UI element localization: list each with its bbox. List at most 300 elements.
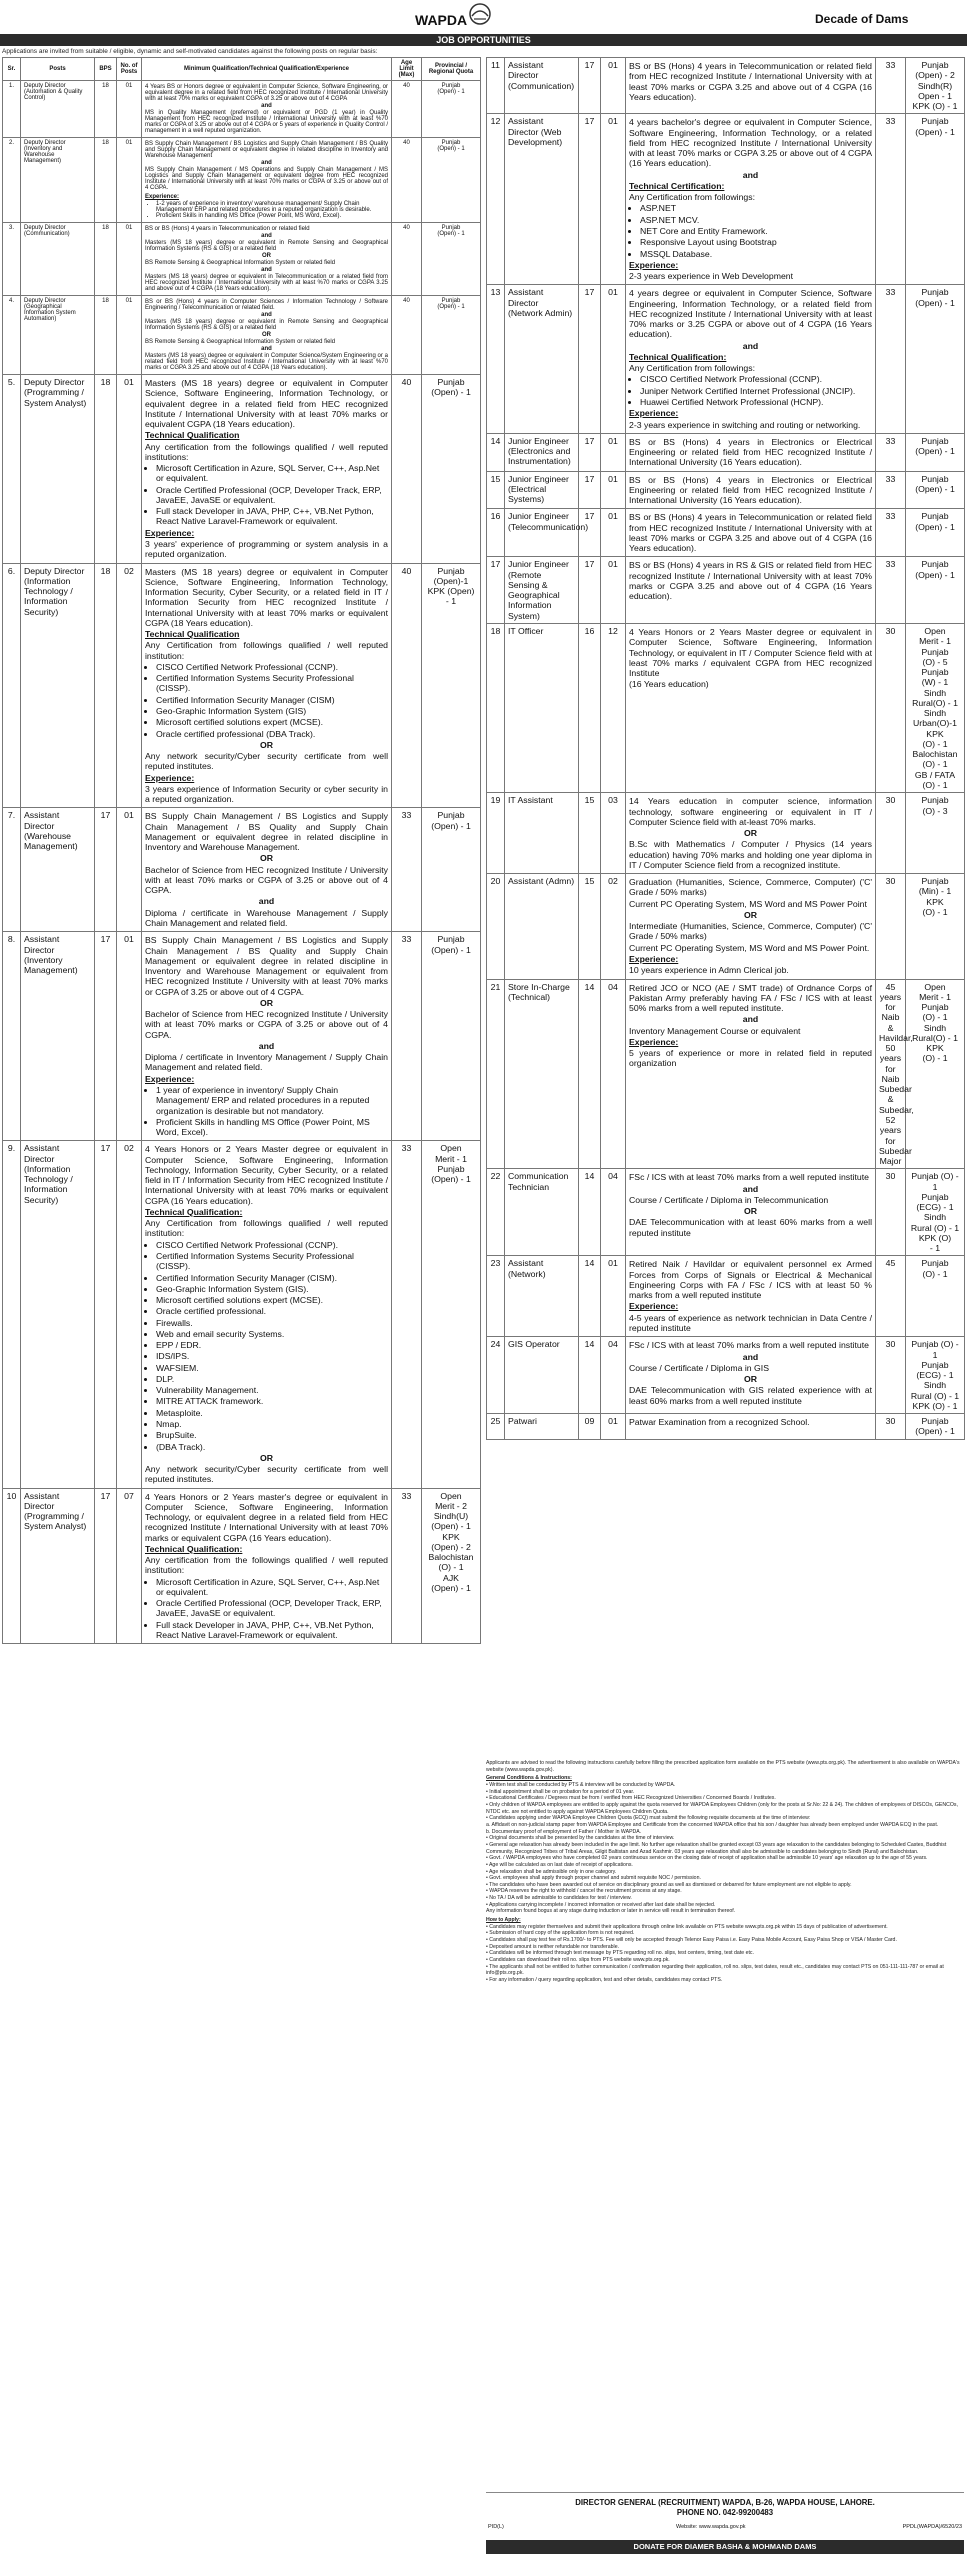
job-no-of-posts: 01 [117,296,142,375]
job-sr: 18 [487,624,505,793]
job-qualification [142,932,392,1141]
quota-line: Punjab [921,876,949,887]
requirement-item: • Responsive Layout using Bootstrap [640,237,872,247]
job-no-of-posts: 02 [117,563,142,808]
job-row [3,223,481,296]
job-row [3,1488,481,1644]
requirement-text: Course / Certificate / Diploma in GIS [629,1362,770,1373]
requirement-item: • Nmap. [156,1419,388,1429]
job-age-limit: 33 [876,471,906,509]
quota-line: (O) - 1 [922,780,948,790]
job-row [487,471,965,509]
donate-banner: DONATE FOR DIAMER BASHA & MOHMAND DAMS [486,2540,964,2554]
job-no-of-posts: 01 [117,81,142,138]
quota-line: Sindh [923,708,947,719]
job-qualification [626,624,876,793]
general-condition: Any information found bogus at any stage during induction or later in service will result in termination thereof. [486,1908,736,1915]
requirement-item: • ASP.NET [640,203,872,213]
requirement-item: • 1-2 years of experience in inventory/ warehouse management/ Supply Chain Management/ ERP and related procedures in a reputed organization is desirable. [156,201,388,213]
requirement-text: Diploma / certificate in Inventory Management / Supply Chain Management and related field. [145,1052,388,1073]
job-no-of-posts: 01 [601,433,626,471]
job-age-limit: 33 [392,932,422,1141]
job-age-limit: 40 [392,563,422,808]
job-sr: 12 [487,114,505,285]
job-qualification [142,808,392,932]
job-quota [906,509,965,557]
quota-line: KPK [926,728,944,739]
table-header [3,58,481,81]
requirement-text: Retired Naik / Havildar or equivalent personnel ex Armed Forces from Corps of Signals or Electrical & Mechanical Engineering Corps with FA / FSc / ICS with at least 50 % marks from a well reputed institute [629,1259,872,1301]
requirement-text: Course / Certificate / Diploma in Telecommunication [629,1194,829,1205]
job-age-limit: 45 years for Naib & Havildar, 50 years for Naib Subedar & Subedar, 52 years for Subedar Major [876,979,906,1169]
quota-line: Punjab [921,116,949,127]
job-post-title: Assistant Director (Programming / System Analyst) [21,1488,95,1644]
job-quota [906,114,965,285]
quota-line: (O) - 1 [438,1562,464,1573]
job-bps: 18 [95,138,117,223]
requirement-text: Masters (MS 18 years) degree or equivalent in Remote Sensing and Geographical Information Systems (RS & GIS) or a related field [145,319,388,331]
job-bps: 17 [95,1488,117,1644]
connector-text: OR [259,997,274,1008]
job-qualification [626,1414,876,1440]
job-age-limit: 30 [876,1414,906,1440]
section-heading: Technical Certification: [629,180,725,191]
col-no-of-posts: No. of Posts [117,58,142,81]
job-qualification [626,874,876,979]
quota-line: Punjab [921,559,949,570]
requirement-item: • MSSQL Database. [640,249,872,259]
job-age-limit: 30 [876,874,906,979]
job-quota [906,433,965,471]
requirement-item: • Full stack Developer in JAVA, PHP, C++, VB.Net Python, React Native Laravel-Framework or equivalent. [156,1620,388,1641]
instructions [486,1760,964,2488]
connector-text: OR [262,332,271,338]
requirement-text: BS or BS (Hons) 4 years in Telecommunication or related field from HEC recognized Institute / International University with at least 70% marks or CGPA 3.25 and above out of 4 CGPA (16 Years education). [629,61,872,102]
requirement-item: • Geo-Graphic Information System (GIS). [156,1284,388,1294]
requirement-item: • Oracle certified professional. [156,1306,388,1316]
requirement-text: B.Sc with Mathematics / Computer / Physics (14 years education) having 70% marks and holding one year diploma in IT / Computer Science field from a recognized institute. [629,839,872,870]
quota-line: Sindh [923,1380,947,1391]
requirement-item: • Certified Information Systems Security Professional (CISSP). [156,673,388,694]
requirement-text: Bachelor of Science from HEC recognized Institute / University with at least 70% marks or CGPA of 3.25 or above out of 4 CGPA. [145,864,388,896]
requirement-text: 4 Years BS or Honors degree or equivalent in Computer Science, Software Engineering, or equivalent degree in a related field from HEC recognized Institute / International University with at least 70% marks or equivalent CGPA of 3.25 or above out of 4 CGPA [145,84,388,102]
job-post-title: Assistant Director (Network Admin) [505,285,579,433]
job-bps: 18 [95,296,117,375]
quota-line: Balochistan [428,1552,474,1563]
quota-line: Sindh [923,1022,947,1033]
requirement-text: 3 years' experience of programming or system analysis in a reputed organization. [145,538,388,560]
job-age-limit: 40 [392,138,422,223]
requirement-item: • Microsoft certified solutions expert (MCSE). [156,717,388,727]
requirement-text: 5 years of experience or more in related field in reputed organization [629,1048,872,1069]
job-post-title: IT Assistant [505,793,579,874]
quota-line: Rural (O) - 1 [910,1390,960,1401]
section-heading: Experience: [629,408,679,419]
quota-line: Punjab [921,1002,949,1013]
job-row [3,932,481,1141]
job-bps: 17 [95,1141,117,1488]
quota-line: Punjab [441,298,461,304]
connector-text: OR [743,828,758,839]
job-age-limit: 40 [392,296,422,375]
job-no-of-posts: 01 [117,223,142,296]
requirement-text: Any network security/Cyber security certificate from well reputed institutes. [145,751,388,772]
section-heading: Technical Qualification: [629,351,727,362]
quota-line: KPK [926,896,944,907]
jobs-table-left [2,57,481,1644]
quota-line: KPK [442,1531,460,1542]
quota-line: Punjab [921,667,949,678]
quota-line: Punjab [921,646,949,657]
requirement-text: Diploma / certificate in Warehouse Management / Supply Chain Management and related field. [145,907,388,929]
job-sr: 11 [487,58,505,114]
requirement-list [640,374,872,407]
quota-line: Punjab [441,225,461,231]
job-post-title: Communication Technician [505,1169,579,1256]
job-no-of-posts: 01 [601,114,626,285]
quota-line: (Open) - 1 [915,569,955,580]
job-sr: 2. [3,138,21,223]
general-condition: • Govt. / WAPDA employees who have completed 02 years continuous service on the closing date of receipt of application shall be admissible 10 years' age relaxation up to the age of 55 years. [486,1855,928,1862]
job-row [487,433,965,471]
general-condition: • Candidates applying under WAPDA Employee Children Quota (ECQ) must submit the following requisite documents at the time of interview: [486,1815,811,1822]
job-no-of-posts: 01 [601,1414,626,1440]
job-no-of-posts: 01 [601,58,626,114]
job-post-title: Assistant Director (Warehouse Management) [21,808,95,932]
quota-line: Open - 1 [918,90,952,101]
requirement-item: • Certified Information Systems Security Professional (CISSP). [156,1251,388,1272]
job-qualification [142,81,392,138]
how-to-apply-list [486,1924,964,1984]
connector-text: OR [743,1206,758,1217]
job-row [3,138,481,223]
job-sr: 13 [487,285,505,433]
job-qualification [626,793,876,874]
requirement-text: Intermediate (Humanities, Science, Commerce, Computer) ('C' Grade / 50% marks) [629,921,872,942]
general-condition: • The candidates who have been awarded out of service on disciplinary ground as well as dismissed or debarred for future employment are not eligible to apply. [486,1881,852,1888]
job-bps: 17 [579,285,601,433]
job-post-title: Deputy Director (Inventory and Warehouse Management) [21,138,95,223]
connector-text: OR [259,1452,274,1463]
job-qualification [626,979,876,1169]
connector-text: and [261,233,272,239]
requirement-text: DAE Telecommunication with GIS related experience with at least 60% marks from a well reputed institute [629,1385,872,1406]
quota-line: (O) - 3 [922,805,948,816]
requirement-text: BS or BS (Hons) 4 years in Telecommunication or related field from HEC recognized Institute / International University with at least 70% marks or CGPA 3.25 and above out of 4 CGPA (16 Years education). [629,512,872,554]
requirement-text: Masters (MS 18 years) degree or equivalent in Computer Science, Software Engineering, Information Technology, Information Security, Cyber Security, or a related field in IT / Information Security from HEC recognized Institute / International University with at least 70% marks or equivalent CGPA (18 Years education). [145,566,388,628]
general-condition: • Initial appointment shall be on probation for a period of 01 year. [486,1788,635,1795]
apply-step: • Candidates will be informed through text message by PTS regarding roll no. slips, test centers, timing, test date etc. [486,1950,754,1957]
requirement-list [156,662,388,739]
section-heading: Experience: [629,259,679,270]
job-quota [906,557,965,624]
job-row [487,58,965,114]
title-band: JOB OPPORTUNITIES [0,34,967,46]
job-post-title: Deputy Director (Automation & Quality Control) [21,81,95,138]
quota-line: (Open) - 1 [431,1174,471,1185]
job-qualification [626,285,876,433]
connector-text: and [261,312,272,318]
job-qualification [142,138,392,223]
job-sr: 24 [487,1337,505,1414]
quota-line: Punjab [921,795,949,806]
requirement-item: • Geo-Graphic Information System (GIS) [156,706,388,716]
requirement-item: • ASP.NET MCV. [640,215,872,225]
job-qualification [142,563,392,808]
requirement-text: 4 years degree or equivalent in Computer Science, Software Engineering, Information Technology, or a related field from HEC recognized Institute / International University with at least 70% marks or 3.25 CGPA or above out of 4 CGPA (16 Years education). [629,288,872,340]
requirement-item: • MITRE ATTACK framework. [156,1396,388,1406]
quota-line: (Open) - 1 [437,231,465,237]
quota-line: Urban(O)-1 [913,718,957,729]
job-qualification [626,471,876,509]
quota-line: Open [924,626,946,637]
section-heading: Experience: [145,772,195,783]
requirement-item: • WAFSIEM. [156,1363,388,1373]
requirement-text: Graduation (Humanities, Science, Commerce, Computer) ('C' Grade / 50% marks) [629,877,872,898]
requirement-text: BS or BS (Hons) 4 years in Telecommunication or related field [145,226,310,232]
connector-text: OR [259,739,274,750]
quota-line: (Open) - 2 [431,1541,471,1552]
slogan: Decade of Dams [815,12,909,26]
quota-line: (Open) - 1 [915,483,955,494]
requirement-text: MS in Quality Management (preferred) or equivalent or PGD (1 year) in Quality Management from HEC recognized Institute / International University with at least %70 marks or CGPA of 3.25 or above out of 4 CGPA or 5 years of experience in Quality Control / management in a well reputed organization. [145,110,388,134]
connector-text: and [742,169,759,180]
job-quota [422,223,481,296]
job-qualification [626,114,876,285]
apply-step: • Candidates shall pay test fee of Rs.1700/- to PTS. Fee will only be accepted through Telenor Easy Paisa i.e. Easy Paisa Mobile Account, Easy Paisa Shop or VISA / Master Card. [486,1937,897,1944]
quota-line: Rural(O) - 1 [912,1032,958,1043]
job-qualification [142,296,392,375]
job-no-of-posts: 01 [117,808,142,932]
job-row [487,1337,965,1414]
requirement-text: Any Certification from followings: [629,192,756,203]
requirement-text: 4 Years Honors or 2 Years master's degree or equivalent in Computer Science, Software Engineering, Information Technology, or equivalent degree in a related field from HEC recognized Institute / International University with at least 70% marks or equivalent CGPA (16 Years education). [145,1491,388,1543]
quota-line: Sindh [923,1212,947,1223]
job-no-of-posts: 07 [117,1488,142,1644]
requirement-text: BS Remote Sensing & Geographical Information System or related field [145,339,336,345]
col-quota: Provincial / Regional Quota [422,58,481,81]
requirement-list [156,1577,388,1641]
job-sr: 1. [3,81,21,138]
job-sr: 5. [3,375,21,564]
requirement-item: • Microsoft Certification in Azure, SQL Server, C++, Asp.Net or equivalent. [156,463,388,484]
job-age-limit: 33 [392,1141,422,1488]
quota-line: Punjab [441,140,461,146]
job-sr: 17 [487,557,505,624]
quota-line: Merit - 1 [919,991,951,1002]
job-qualification [142,1488,392,1644]
job-sr: 16 [487,509,505,557]
requirement-text: Patwar Examination from a recognized School. [629,1417,810,1428]
job-bps: 17 [579,58,601,114]
job-bps: 17 [579,471,601,509]
requirement-text: 3 years experience of Information Security or cyber security in a reputed organization. [145,783,388,805]
requirement-text: FSc / ICS with at least 70% marks from a well reputed institute [629,1172,869,1183]
job-qualification [626,1256,876,1337]
job-quota [906,624,965,793]
job-row [487,979,965,1169]
requirement-text: BS or BS (Hons) 4 years in Electronics or Electrical Engineering or related field from HEC recognized Institute / International University (16 Years education). [629,436,872,468]
notes-intro: Applicants are advised to read the following instructions carefully before filling the prescribed application form available on the PTS website (www.pts.org.pk). The advertisement is also available on WAPDA's website (www.wapda.gov.pk). [486,1760,960,1773]
job-sr: 7. [3,808,21,932]
job-age-limit: 33 [876,58,906,114]
job-post-title: Deputy Director (Programming / System Analyst) [21,375,95,564]
section-heading: Experience: [629,1301,679,1312]
job-row [487,793,965,874]
requirement-text: Masters (MS 18 years) degree or equivalent in Telecommunication or a related field from HEC recognized Institute / International University with at least %70 marks or CGPA 3.25 and above out of 4 CGPA (18 Years education). [145,274,388,292]
connector-text: and [261,346,272,352]
requirement-item: • Microsoft Certification in Azure, SQL Server, C++, Asp.Net or equivalent. [156,1577,388,1598]
requirement-item: • EPP / EDR. [156,1340,388,1350]
connector-text: and [742,340,759,351]
quota-line: Open [924,981,946,992]
apply-step: • Submission of hard copy of the application form is not required. [486,1930,635,1937]
quota-line: Punjab [437,377,465,387]
general-condition: • Applications carrying incomplete / incorrect information or received after last date shall be rejected. [486,1901,716,1908]
general-condition: a. Affidavit on non-judicial stamp paper from WAPDA Employee and Certificate from the concerned WAPDA office that his son / daughter has already been employed under WAPDA ECQ in the past. [486,1821,939,1828]
quota-line: KPK (O) [918,1232,952,1243]
connector-text: OR [259,853,274,864]
quota-line: Rural(O) - 1 [912,697,958,708]
apply-step: • The applicants shall not be entitled to further communication / confirmation regarding their application, roll no. slips, test dates, result etc., candidates may contact PTS on 051-111-111-787 or email at info@pts.org.pk. [486,1963,944,1977]
requirement-text: BS Supply Chain Management / BS Logistics and Supply Chain Management / BS Quality and Supply Chain Management or equivalent degree in related discipline in Inventory and Warehouse Management or equivalent from HEC recognized Institute / University with at least 70% marks or CGPA of 3.25 or above out of 4 CGPA. [145,935,388,997]
quota-line: (Open) - 2 [915,70,955,81]
job-no-of-posts: 04 [601,1337,626,1414]
job-bps: 09 [579,1414,601,1440]
job-sr: 3. [3,223,21,296]
quota-line: (ECG) - 1 [916,1202,954,1213]
job-age-limit: 33 [876,285,906,433]
job-age-limit: 33 [392,808,422,932]
job-sr: 14 [487,433,505,471]
quota-line: (W) - 1 [921,677,949,688]
job-age-limit: 30 [876,793,906,874]
job-qualification [142,1141,392,1488]
quota-line: Sindh(R) [917,80,953,91]
quota-line: Punjab [921,511,949,522]
requirement-item: • Huawei Certified Network Professional (HCNP). [640,397,872,407]
job-qualification [626,1337,876,1414]
section-heading: Technical Qualification [145,629,240,640]
col-sr: Sr. [3,58,21,81]
job-row [487,1414,965,1440]
quota-line: (Open) - 1 [431,820,471,831]
job-quota [906,1169,965,1256]
job-quota [906,1337,965,1414]
requirement-text: (16 Years education) [629,679,709,690]
requirement-text: Retired JCO or NCO (AE / SMT trade) of Ordnance Corps of Pakistan Army preferably having FA / FSc / ICS with at least 50% marks from a well reputed institute. [629,982,872,1014]
job-post-title: Deputy Director (Information Technology / Information Security) [21,563,95,808]
job-qualification [626,557,876,624]
section-heading: Experience: [145,527,195,538]
how-to-apply-heading: How to Apply: [486,1917,521,1924]
requirement-item: • Oracle Certified Professional (OCP, Developer Track, ERP, JavaEE, JavaSE or equivalent. [156,485,388,506]
job-bps: 16 [579,624,601,793]
job-bps: 18 [95,81,117,138]
quota-line: AJK [443,1572,459,1583]
section-heading: Experience: [629,1036,679,1047]
requirement-text: 2-3 years experience in switching and routing or networking. [629,419,861,430]
job-row [3,375,481,564]
quota-line: (Open) - 1 [431,944,471,955]
quota-line: (Open) - 1 [915,446,955,457]
job-post-title: Junior Engineer (Telecommunication) [505,509,579,557]
requirement-text: Masters (MS 18 years) degree or equivalent in Remote Sensing and Geographical Information Systems (RS & GIS) or a related field [145,240,388,252]
quota-line: (Open) - 1 [437,304,465,310]
job-row [487,1169,965,1256]
quota-line: Punjab (O) - 1 [911,1171,959,1192]
quota-line: (O) - 1 [922,1012,948,1023]
quota-line: Punjab [921,1191,949,1202]
quota-line: (O) - 1 [922,906,948,917]
job-post-title: Deputy Director (Communication) [21,223,95,296]
quota-line: KPK (O) - 1 [912,1400,958,1411]
job-qualification [626,58,876,114]
requirement-text: 14 Years education in computer science, information technology, software engineering or equivalent in IT / Computer Science field with at-least 70% marks. [629,796,872,827]
job-bps: 17 [95,808,117,932]
job-post-title: Junior Engineer (Electrical Systems) [505,471,579,509]
connector-text: and [742,1183,759,1194]
job-quota [906,874,965,979]
requirement-item: • Vulnerability Management. [156,1385,388,1395]
ref-code: PPDL(WAPDA)/6520/23 [902,2524,962,2530]
job-no-of-posts: 01 [601,509,626,557]
general-condition: • Written test shall be conducted by PTS & interview will be conducted by WAPDA. [486,1781,676,1788]
section-heading: Experience: [145,194,180,200]
job-no-of-posts: 01 [117,375,142,564]
connector-text: and [742,1014,759,1025]
job-bps: 17 [95,932,117,1141]
job-qualification [142,375,392,564]
job-quota [422,81,481,138]
quota-line: (Min) - 1 [918,886,952,897]
job-quota [906,979,965,1169]
requirement-item: • CISCO Certified Network Professional (CCNP). [156,662,388,672]
job-qualification [626,509,876,557]
job-quota [422,138,481,223]
job-quota [906,285,965,433]
requirement-text: BS Remote Sensing & Geographical Information System or related field [145,260,336,266]
job-quota [422,1488,481,1644]
website-link[interactable]: Website: www.wapda.gov.pk [676,2524,746,2530]
quota-line: KPK (Open) - 1 [427,586,475,607]
requirement-text: 4-5 years of experience as network technician in Data Centre / reputed institute [629,1312,872,1334]
pid-code: PID(L) [488,2524,504,2530]
connector-text: and [261,267,272,273]
job-post-title: Assistant Director (Inventory Management) [21,932,95,1141]
requirement-item: • NET Core and Entity Framework. [640,226,872,236]
job-no-of-posts: 04 [601,979,626,1169]
apply-step: • Deposited amount is neither refundable nor transferable. [486,1943,620,1950]
job-age-limit: 30 [876,624,906,793]
job-quota [422,932,481,1141]
job-no-of-posts: 01 [601,471,626,509]
apply-step: • Candidates may register themselves and submit their applications through online link available on PTS website www.pts.org.pk within 15 days of publication of advertisement. [486,1923,888,1930]
job-no-of-posts: 02 [601,874,626,979]
job-quota [422,375,481,564]
requirement-item: • (DBA Track). [156,1442,388,1452]
job-row [3,563,481,808]
job-row [487,624,965,793]
connector-text: and [261,160,272,166]
requirement-text: BS or BS (Hons) 4 years in RS & GIS or related field from HEC recognized Institute / International University with at least 70% marks or CGPA 3.25 and above out of 4 CGPA (16 Years education). [629,560,872,602]
quota-line: Open [440,1143,462,1154]
wapda-logo-icon [465,2,495,26]
quota-line: (Open) - 1 [915,297,955,308]
requirement-text: Any Certification from followings qualified / well reputed institution: [145,1218,388,1239]
job-age-limit: 30 [876,1169,906,1256]
quota-line: Punjab [921,1416,949,1427]
